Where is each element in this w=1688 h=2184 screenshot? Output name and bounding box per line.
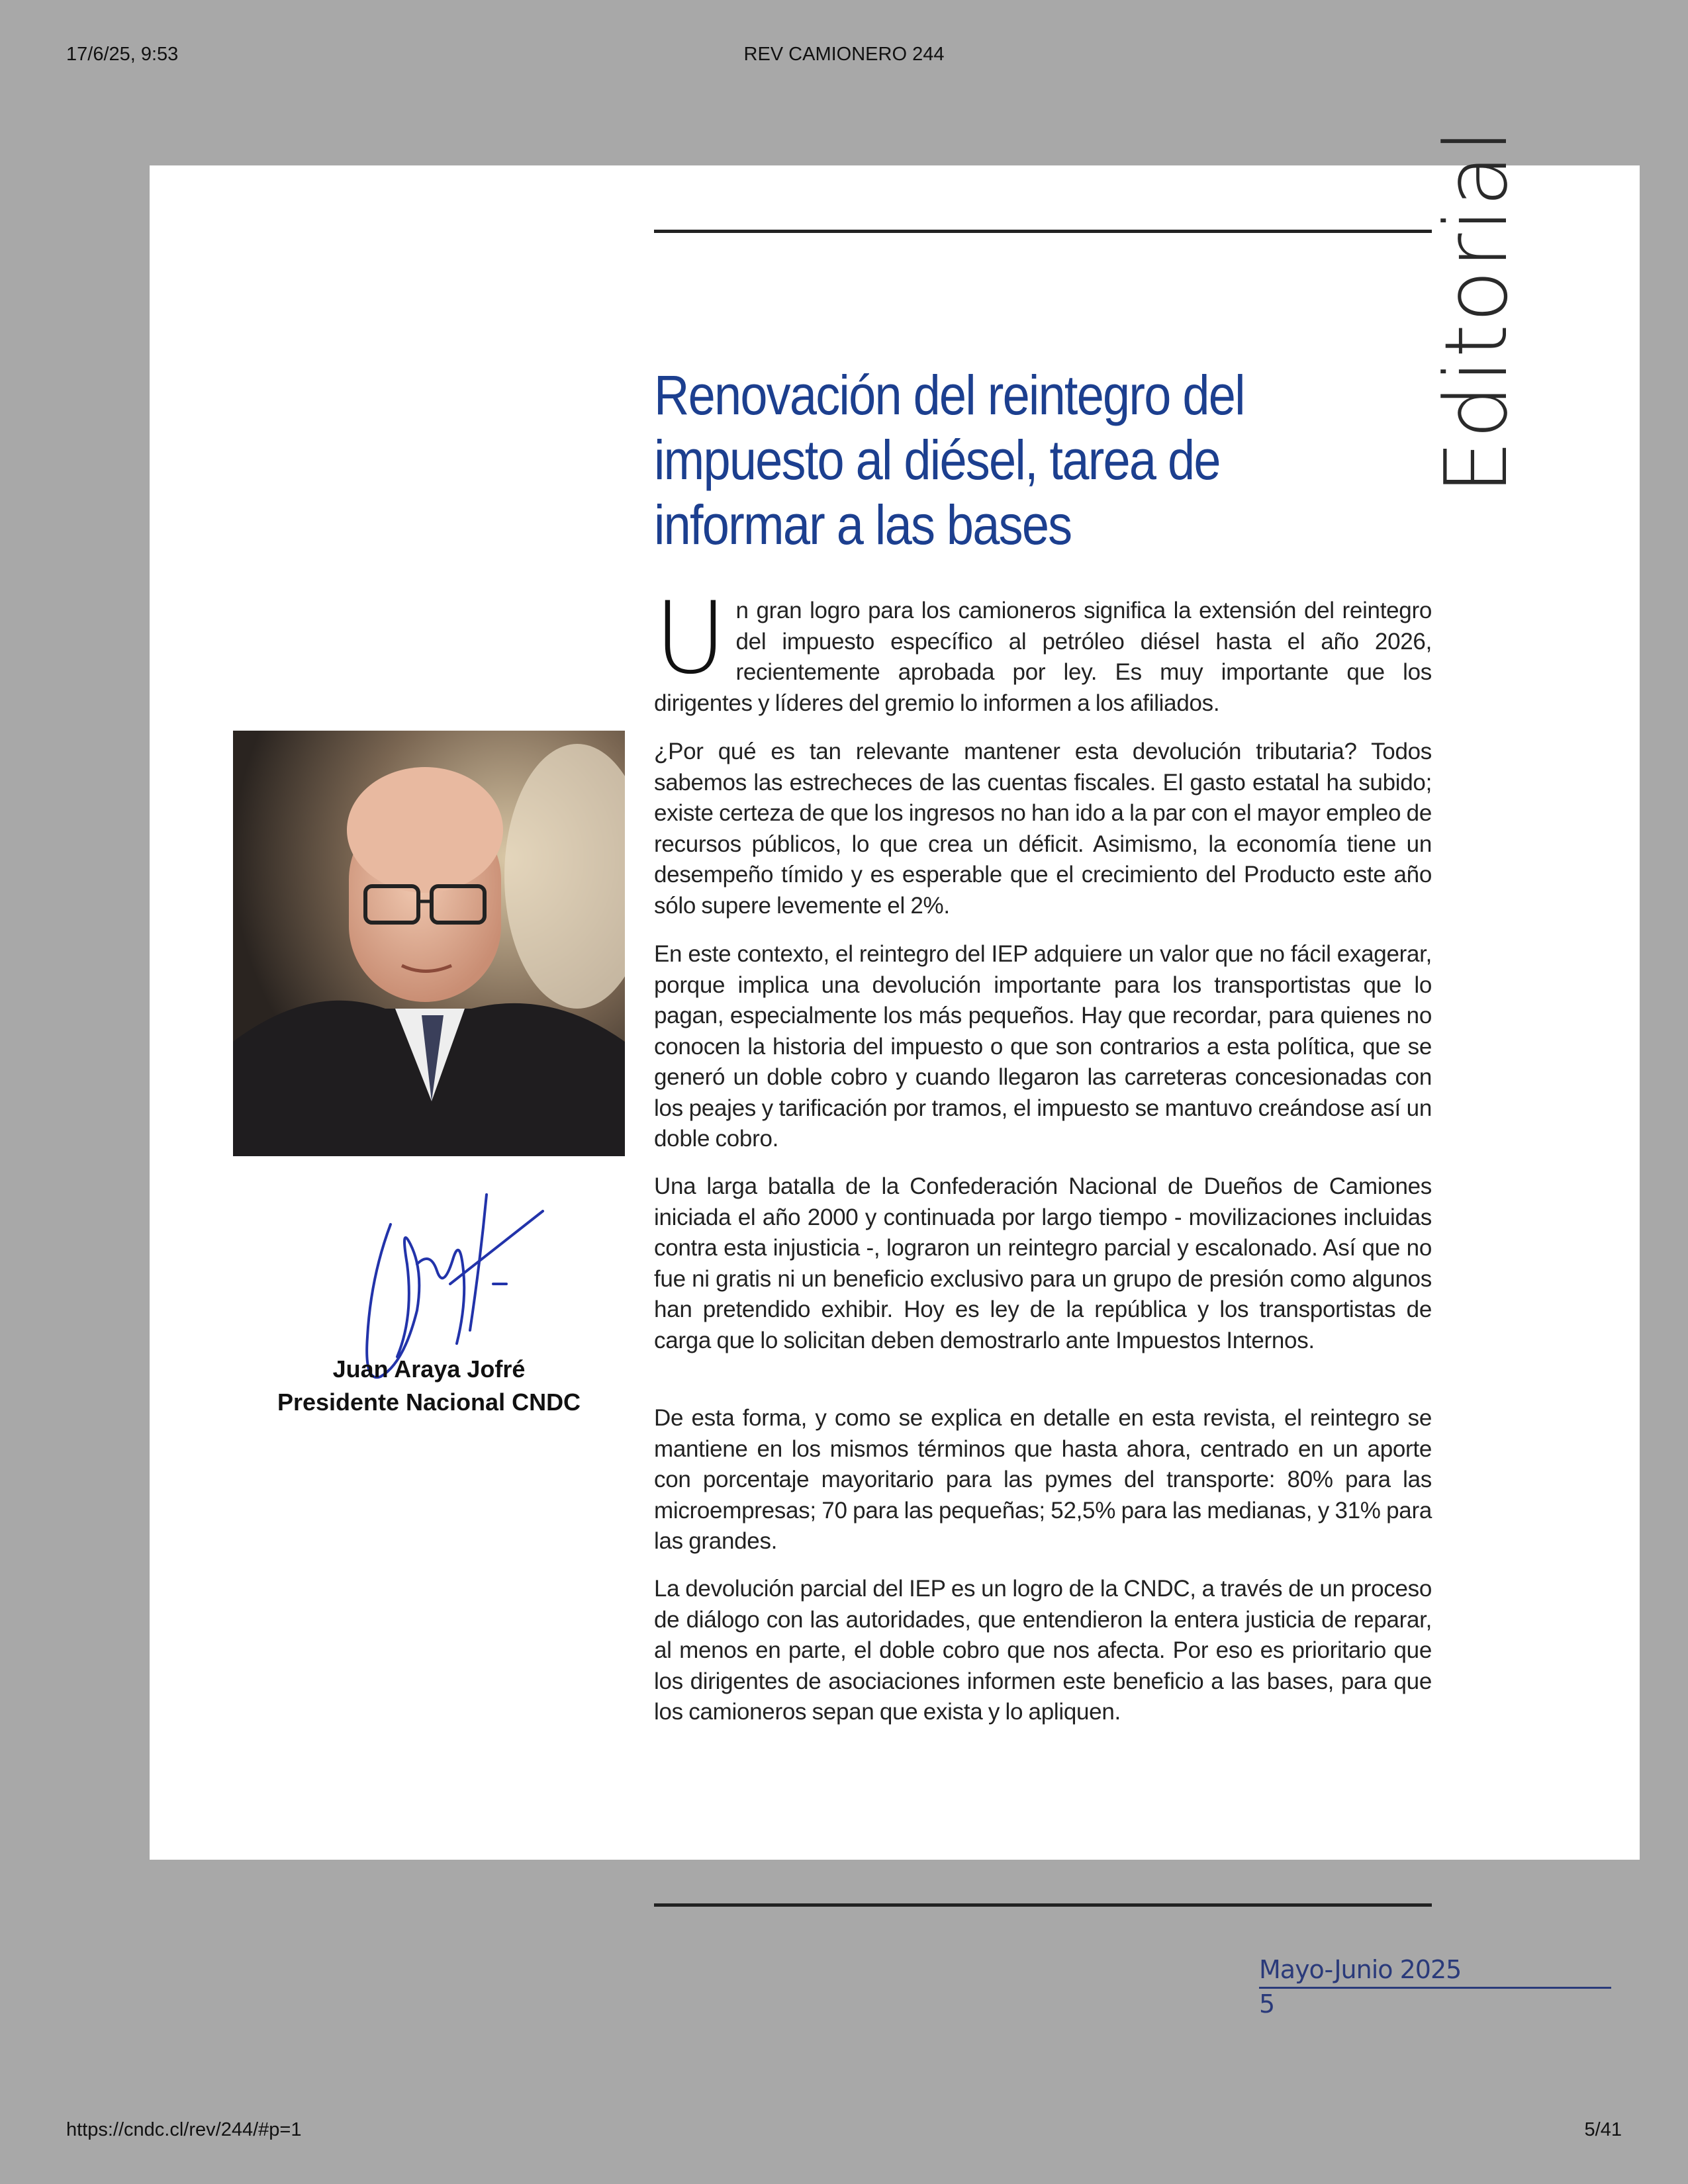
print-page-counter: 5/41 (1584, 2119, 1622, 2140)
paragraph-3: En este contexto, el reintegro del IEP adquiere un valor que no fácil exagerar, porque implica una devolución importante para los transportistas que lo pagan, especialmente los más pequeños. Hay que recordar, para quienes no conocen la historia del impuesto o que son contrarios a esta política, que se generó un doble cobro y cuando llegaron las carreteras concesionadas con los peajes y tarificación por tramos, el impuesto se mantuvo creándose así un doble cobro. (654, 941, 1432, 1152)
print-datetime: 17/6/25, 9:53 (66, 44, 179, 65)
bottom-rule (654, 1903, 1432, 1907)
title-line-2: impuesto al diésel, tarea de (654, 429, 1220, 491)
author-photo (233, 731, 625, 1156)
title-line-3: informar a las bases (654, 494, 1072, 556)
author-name: Juan Araya Jofré (332, 1355, 526, 1383)
paragraph-6: La devolución parcial del IEP es un logro de la CNDC, a través de un proceso de diálogo con las autoridades, que entendieron la entera justicia de reparar, al menos en parte, el doble cobro que nos afecta. Por eso es prioritario que los dirigentes de asociaciones informen este beneficio a las bases, para que los camioneros sepan que exista y lo apliquen. (654, 1576, 1432, 1725)
section-label: Editorial (1426, 127, 1526, 495)
print-header (0, 44, 1688, 70)
paragraph-1 (654, 581, 1432, 719)
page-number: 5 (1259, 1989, 1276, 2019)
author-portrait-image (233, 731, 625, 1156)
title-line-1: Renovación del reintegro del (654, 364, 1244, 426)
paragraph-2: ¿Por qué es tan relevante mantener esta devolución tributaria? Todos sabemos las estrecheces de las cuentas fiscales. El gasto estatal ha subido; existe certeza de que los ingresos no han ido a la par con el mayor empleo de recursos públicos, lo que crea un déficit. Asimismo, la economía tiene un desempeño tímido y es esperable que el crecimiento del Producto este año sólo supere levemente el 2%. (654, 739, 1432, 919)
article-title (654, 363, 1338, 557)
issue-date: Mayo-Junio 2025 (1259, 1952, 1611, 1989)
top-rule (654, 230, 1432, 233)
print-url: https://cndc.cl/rev/244/#p=1 (66, 2119, 302, 2140)
paragraph-4: Una larga batalla de la Confederación Nacional de Dueños de Camiones iniciada el año 2000 y continuada por largo tiempo - movilizaciones incluidas contra esta injusticia -, lograron un reintegro parcial y escalonado. Así que no fue ni gratis ni un beneficio exclusivo para un grupo de presión como algunos han pretendido exhibir. Hoy es ley de la república y los transportistas de carga que lo solicitan deben demostrarlo ante Impuestos Internos. (654, 1173, 1432, 1353)
paragraph-5: De esta forma, y como se explica en detalle en esta revista, el reintegro se mantiene en los mismos términos que hasta ahora, centrado en un aporte con porcentaje mayoritario para las pymes del transporte: 80% para las microempresas; 70 para las pequeñas; 52,5% para las medianas, y 31% para las grandes. (654, 1405, 1432, 1554)
drop-cap: U (654, 581, 727, 696)
paragraph-1-text: n gran logro para los camioneros significa la extensión del reintegro del impuesto específico al petróleo diésel hasta el año 2026, recientemente aprobada por ley. Es muy importante que los dirigentes y líderes del gremio lo informen a los afiliados. (654, 598, 1432, 716)
print-document-title: REV CAMIONERO 244 (743, 44, 945, 65)
author-role: Presidente Nacional CNDC (277, 1388, 581, 1416)
print-footer (0, 2119, 1688, 2146)
